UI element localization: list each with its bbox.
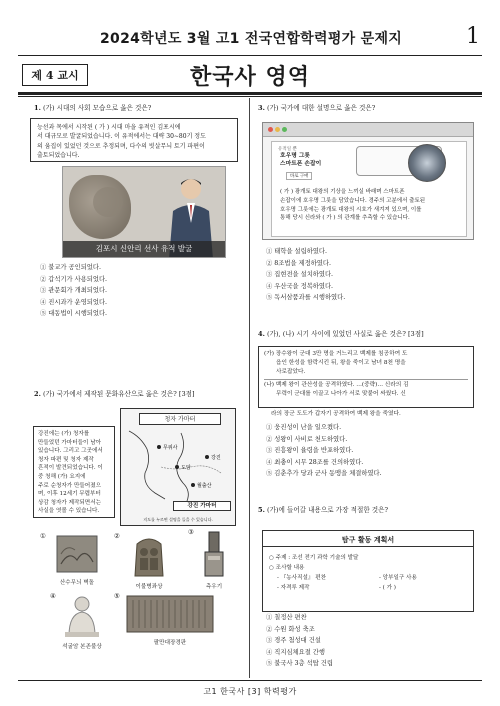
desc-line: 호우명 그릇에는 광개토 대왕의 시호가 새겨져 있으며, 이를	[280, 206, 422, 213]
map-place-4: 강진	[211, 455, 221, 461]
q5-plan-content: ○ 조사할 내용	[269, 565, 305, 571]
q5-plan-item-1: - 『농사직설』 편찬	[277, 575, 327, 581]
q5-plan-topic: ○ 주제 : 조선 전기 과학 기술의 발달	[269, 555, 359, 561]
q2-artifact-5[interactable]	[114, 592, 222, 646]
subject-title: 한국사 영역	[190, 65, 310, 90]
q1-choices	[40, 262, 107, 320]
q4-stem	[258, 330, 424, 339]
q5-choice-3[interactable]: ③ 경주 첨성대 건설	[266, 637, 321, 644]
q5-stem	[258, 506, 388, 515]
page-footer: 고1 한국사 [3] 학력평가	[203, 687, 297, 696]
q3-stem-text: (가) 국가에 대한 설명으로 옳은 것은?	[267, 104, 376, 112]
product-tag: 유적일 뿐	[278, 147, 297, 152]
q2-map-title: 청자 가마터	[139, 413, 221, 425]
rain-gauge-image	[203, 530, 225, 578]
q1-stem	[34, 104, 151, 113]
q1-number: 1.	[34, 104, 41, 112]
product-description	[280, 188, 458, 223]
artifact-num: ③	[188, 528, 194, 536]
q3-choice-2[interactable]: ② 8조법을 제정하였다.	[266, 259, 331, 267]
q5-plan-item-2: - 앙부일구 사용	[379, 575, 417, 581]
q1-passage-line: 능선과 목에서 시작된 ( 가 ) 시대 마을 유적인 김포시에	[37, 124, 181, 131]
q3-number: 3.	[258, 104, 265, 112]
artifact-num: ⑤	[114, 592, 120, 600]
q5-choices	[266, 612, 333, 670]
q4-na-line: 무력이 군대를 이끌고 나아가 서로 맞붙어 싸웠다. 신	[276, 390, 406, 397]
q2-passage-line: 사실을 엿볼 수 있습니다.	[38, 508, 100, 515]
artifact-label: 측우기	[205, 584, 223, 590]
q2-map-note: 지도를 누르면 설명을 들을 수 있습니다.	[143, 517, 213, 522]
q2-passage-line: 있습니다. 그리고 그곳에서	[38, 448, 103, 455]
q1-passage-line: 서 대규모로 발굴되었습니다. 이 유적에서는 대략 30∼80기 정도	[37, 133, 206, 141]
kiln-map	[121, 427, 237, 505]
header-rule	[18, 55, 482, 56]
q1-passage-line: 출토되었습니다.	[37, 152, 80, 160]
map-place-3: 월출산	[197, 483, 212, 489]
twin-buddha-image	[131, 534, 167, 578]
q2-passage-line: 만들었던 가마터들이 남아	[38, 439, 101, 446]
q2-passage-line: 청자 파편 및 청자 제작	[38, 456, 94, 463]
q4-choice-3[interactable]: ③ 진흥왕이 율령을 반포하였다.	[266, 447, 354, 454]
close-dot-icon	[268, 127, 273, 132]
artifact-num: ②	[114, 532, 120, 540]
excavation-rock-detail	[93, 187, 123, 217]
q3-choice-1[interactable]: ① 태학을 설립하였다.	[266, 248, 327, 255]
q2-passage-box	[33, 426, 115, 518]
q5-choice-5[interactable]: ⑤ 불국사 3층 석탑 건립	[266, 660, 333, 667]
q1-photo-caption: 김포시 신안리 선사 유적 발굴	[63, 241, 225, 257]
product-title-2: 스마트폰 손잡이	[280, 161, 322, 167]
q5-choice-4[interactable]: ④ 직지심체요절 간행	[266, 648, 325, 656]
desc-line: ( 가 ) 광개토 대왕의 기상을 느끼실 바래며 스마트폰	[280, 189, 405, 195]
q1-choice-5[interactable]: ⑤ 대동법이 시행되었다.	[40, 310, 108, 317]
bronze-bowl-grip-image	[408, 144, 446, 182]
q1-choice-4[interactable]: ④ 진시과가 운영되었다.	[40, 298, 108, 306]
q1-choice-2[interactable]: ② 갑석기가 사용되었다.	[40, 275, 108, 283]
q4-choice-4[interactable]: ④ 최충이 시무 28조를 건의하였다.	[266, 458, 364, 466]
minimize-dot-icon	[275, 127, 280, 132]
q4-stem-text: (가), (나) 시기 사이에 있었던 사실로 옳은 것은? [3점]	[267, 330, 424, 338]
q2-artifact-4[interactable]	[50, 592, 110, 650]
q2-stem	[34, 390, 195, 399]
landscape-brick-image	[55, 534, 99, 574]
q5-stem-text: (가)에 들어갈 내용으로 가장 적절한 것은?	[267, 506, 389, 514]
q2-number: 2.	[34, 390, 41, 398]
artifact-num: ①	[40, 532, 46, 540]
q4-na-line: (나) 백제 왕이 관산성을 공격하였다. …(중략)… 신라의 김	[264, 381, 409, 388]
q5-plan-rule	[263, 546, 473, 547]
q4-ga-line: 사로잡았다.	[276, 369, 306, 376]
q1-choice-3[interactable]: ③ 관문회가 개최되었다.	[40, 287, 108, 294]
desc-line: 손잡이에 호우명 그릇을 담았습니다. 경주의 고분에서 출토된	[280, 197, 426, 204]
q4-number: 4.	[258, 330, 265, 338]
q5-plan-box	[262, 530, 474, 612]
q2-passage-line: 강진에는 (가) 청자를	[38, 431, 90, 437]
q2-passage-line: 주로 순청자가 만들어졌으	[38, 482, 101, 489]
artifact-label: 석굴암 본존불상	[62, 644, 102, 650]
q2-artifact-2[interactable]	[114, 532, 180, 590]
page-number: 1	[466, 24, 480, 49]
q4-ga-line: (가) 장수왕이 군대 3만 명을 거느리고 백제를 침공하여 도	[264, 351, 408, 357]
q3-choice-3[interactable]: ③ 집현전을 설치하였다.	[266, 271, 334, 278]
q5-choice-1[interactable]: ① 칠정산 편찬	[266, 614, 307, 621]
q5-choice-2[interactable]: ② 수원 화성 축조	[266, 625, 315, 633]
q2-artifact-1[interactable]	[40, 532, 110, 586]
q1-photo	[62, 166, 226, 258]
subject-rule-thick	[18, 92, 482, 95]
buy-now-button[interactable]: 바로 구매	[286, 172, 312, 180]
q4-choice-2[interactable]: ② 성왕이 사비로 천도하였다.	[266, 435, 348, 443]
q2-map-panel[interactable]	[120, 408, 236, 526]
q3-stem	[258, 104, 375, 113]
q2-passage-line: 흔적이 발견되었습니다. 이	[38, 465, 103, 472]
seokguram-buddha-image	[63, 594, 101, 638]
q4-passage-tail: 라의 장군 도도가 갑자기 공격하여 백제 왕을 죽였다.	[271, 411, 401, 417]
q4-choice-1[interactable]: ① 웅진성이 난을 일으켰다.	[266, 424, 342, 431]
q1-choice-1[interactable]: ① 불교가 공인되었다.	[40, 264, 101, 271]
artifact-label: 산수무늬 벽돌	[59, 580, 95, 586]
q3-choice-4[interactable]: ④ 우산국을 정복하였다.	[266, 282, 334, 290]
q3-choice-5[interactable]: ⑤ 독서삼품과를 시행하였다.	[266, 294, 346, 301]
browser-title-bar	[263, 123, 473, 137]
q1-stem-text: (가) 시대의 사회 모습으로 옳은 것은?	[43, 104, 152, 112]
subject-rule-thin	[18, 96, 482, 97]
column-divider	[249, 98, 250, 678]
product-title-1: 호우명 그릇	[280, 153, 311, 159]
q2-map-caption: 강진 가마터	[173, 501, 231, 511]
q2-passage-line: 중 청해 (가) 요지에	[38, 473, 86, 480]
map-place-2: 도암	[181, 465, 191, 471]
q5-plan-title: 탐구 활동 계획서	[341, 536, 395, 544]
tripitaka-woodblock-image	[125, 594, 215, 634]
artifact-label: 이불병좌상	[135, 584, 163, 590]
period-label: 제 4 교시	[22, 64, 88, 86]
q5-number: 5.	[258, 506, 265, 514]
q1-passage-box	[30, 118, 238, 162]
map-place-1: 무위사	[163, 445, 178, 451]
q2-passage-line: 상감 청자가 제작되면서는	[38, 499, 101, 506]
artifact-num: ④	[50, 592, 56, 600]
q4-choice-5[interactable]: ⑤ 김춘추가 당과 군사 동맹을 체결하였다.	[266, 470, 382, 477]
maximize-dot-icon	[282, 127, 287, 132]
q3-choices	[266, 246, 345, 304]
q1-passage-line: 의 움집이 있었던 것으로 추정되며, 다수의 빗살무늬 토기 파편이	[37, 142, 205, 150]
q4-choices	[266, 422, 382, 480]
artifact-label: 팔만대장경판	[153, 640, 187, 646]
product-card	[271, 141, 467, 237]
desc-line: 통해 당시 신라와 ( 가 ) 의 관계를 추측할 수 있습니다.	[280, 215, 410, 222]
q3-web-page	[262, 122, 474, 240]
exam-title: 2024학년도 3월 고1 전국연합학력평가 문제지	[100, 31, 403, 47]
q2-passage-line: 며, 이후 12세기 무렵부터	[38, 491, 101, 498]
q5-plan-item-4: - ( 가 )	[379, 585, 396, 591]
footer-rule	[18, 680, 482, 681]
q2-artifact-3[interactable]	[188, 528, 236, 590]
q2-stem-text: (가) 국가에서 제작된 문화유산으로 옳은 것은? [3점]	[43, 390, 195, 398]
q4-passage-box	[258, 346, 474, 408]
q5-plan-item-3: - 자격루 제작	[277, 585, 310, 591]
q4-ga-line: 읍인 한성을 함락시킨 뒤, 왕을 죽이고 남녀 8천 명을	[276, 360, 406, 367]
